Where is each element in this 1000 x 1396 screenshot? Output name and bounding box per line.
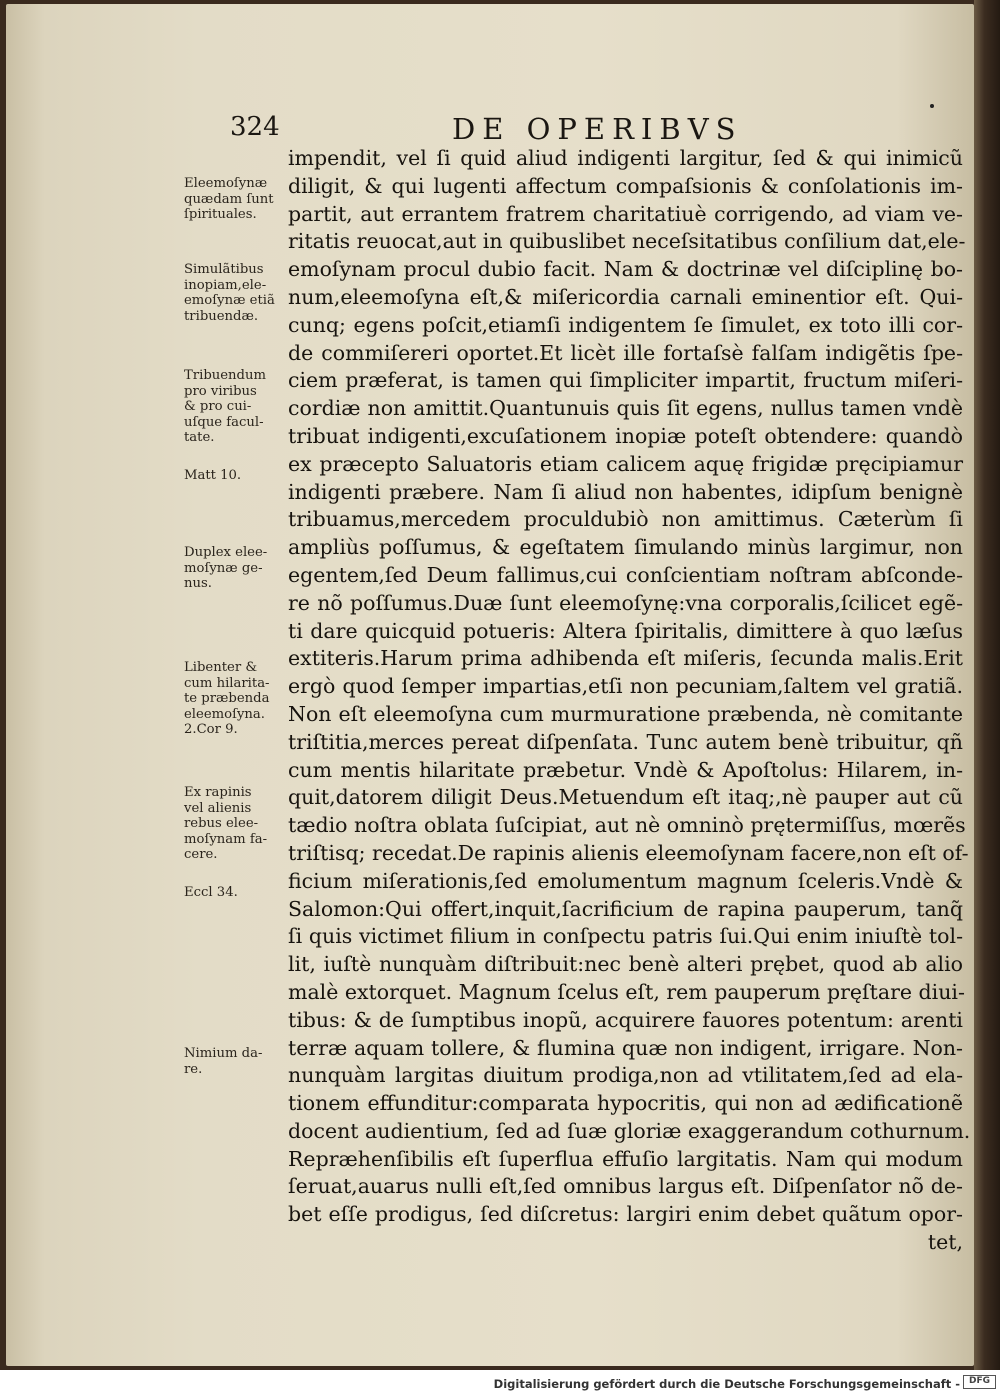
text-line: bet eſſe prodigus, ſed diſcretus: largiri enim debet quãtum opor- xyxy=(288,1202,963,1227)
text-line: ſi quis victimet filium in conſpectu patris ſui.Qui enim iniuſtè tol- xyxy=(288,924,963,949)
marginal-note-line: te præbenda xyxy=(184,691,270,706)
marginal-note-line: Eleemoſynæ xyxy=(184,176,268,191)
text-line: ritatis reuocat,aut in quibuslibet neceſsitatibus conſilium dat,ele- xyxy=(288,229,966,254)
text-line: Non eſt eleemoſyna cum murmuratione præbenda, nè comitante xyxy=(288,701,963,726)
text-line: malè extorquet. Magnum ſcelus eſt, rem pauperum pręſtare diui- xyxy=(288,979,965,1004)
marginal-note-line: vel alienis xyxy=(184,800,252,816)
footer-credit: Digitalisierung gefördert durch die Deutsche Forschungsgemeinschaft - xyxy=(493,1377,960,1391)
text-line: num,eleemoſyna eſt,& miſericordia carnali eminentior eſt. Qui- xyxy=(288,284,963,309)
text-line: egentem,ſed Deum fallimus,cui conſcientiam noſtram abſconde- xyxy=(288,562,963,587)
text-line: Repræhenſibilis eſt ſuperflua effuſio largitatis. Nam qui modum xyxy=(288,1146,963,1171)
marginal-note-line: Libenter & xyxy=(184,660,258,675)
marginal-note-line: Nimium da- xyxy=(184,1046,263,1061)
text-line: terræ aquam tollere, & flumina quæ non indigent, irrigare. Non- xyxy=(288,1035,963,1060)
marginal-note xyxy=(184,885,292,901)
marginal-note xyxy=(184,1046,292,1077)
text-line: Salomon:Qui offert,inquit,ſacrificium de rapina pauperum, tanq̃ xyxy=(288,896,963,921)
text-line: re nõ poſſumus.Duæ ſunt eleemoſynę:vna corporalis,ſcilicet egẽ- xyxy=(288,590,963,615)
marginal-note-line: cum hilarita- xyxy=(184,675,270,691)
marginal-note-line: Duplex elee- xyxy=(184,545,268,560)
text-line: partit, aut errantem fratrem charitatiuè corrigendo, ad viam ve- xyxy=(288,201,963,226)
page-number: 324 xyxy=(230,112,280,142)
footer-bar xyxy=(0,1370,1000,1396)
marginal-note-line: Ex rapinis xyxy=(184,785,252,800)
text-line: tribuat indigenti,excuſationem inopiæ poteſt obtendere: quandò xyxy=(288,423,963,448)
text-line: nunquàm largitas diuitum prodiga,non ad vtilitatem,ſed ad ela- xyxy=(288,1063,963,1088)
text-line: emoſynam procul dubio facit. Nam & doctrinæ vel diſciplinę bo- xyxy=(288,257,963,282)
marginal-note-line: Matt 10. xyxy=(184,468,242,483)
marginal-note-line: Tribuendum xyxy=(184,368,266,383)
text-line: tribuamus,mercedem proculdubiò non amittimus. Cæterùm ſi xyxy=(288,507,963,532)
text-line: ciem præferat, is tamen qui ſimpliciter impartit, fructum miſeri- xyxy=(288,368,963,393)
marginal-note-line: moſynæ ge- xyxy=(184,560,263,576)
text-line: ergò quod ſemper impartias,etſi non pecuniam,ſaltem vel gratiã. xyxy=(288,674,963,699)
text-line: tet, xyxy=(927,1230,963,1255)
text-line: triſtitia,merces pereat diſpenſata. Tunc autem benè tribuitur, qñ xyxy=(288,729,963,754)
marginal-note-line: cere. xyxy=(184,847,218,862)
text-line: impendit, vel ſi quid aliud indigenti largitur, ſed & qui inimicũ xyxy=(288,146,963,170)
marginal-note xyxy=(184,368,292,446)
main-text-block xyxy=(288,145,971,1257)
marginal-note xyxy=(184,176,292,223)
text-line: ficium miſerationis,ſed emolumentum magnum ſceleris.Vndè & xyxy=(288,868,963,893)
text-line: cordiæ non amittit.Quantunuis quis ſit egens, nullus tamen vndè xyxy=(288,396,963,421)
marginal-note-line: tribuendæ. xyxy=(184,308,259,324)
running-title: DE OPERIBVS xyxy=(452,112,743,146)
text-line: ti dare quicquid potueris: Altera ſpiritalis, dimittere à quo læſus xyxy=(288,618,963,643)
text-line: tionem effunditur:comparata hypocritis, qui non ad ædificationẽ xyxy=(288,1091,963,1116)
text-line: de commiſereri oportet.Et licèt ille fortaſsè falſam indigẽtis ſpe- xyxy=(288,340,963,365)
marginal-note xyxy=(184,545,292,592)
text-line: ſeruat,auarus nulli eſt,ſed omnibus largus eſt. Diſpenſator nõ de- xyxy=(288,1174,963,1199)
text-line: lit, iuſtè nunquàm diſtribuit:nec benè alteri prębet, quod ab alio xyxy=(288,952,963,977)
marginal-note-line: quædam ſunt xyxy=(184,191,274,207)
marginal-note-line: uſque facul- xyxy=(184,414,264,430)
marginal-note xyxy=(184,660,292,738)
marginal-note-line: eleemoſyna. xyxy=(184,706,265,722)
marginal-note-line: emoſynæ etiã xyxy=(184,293,275,308)
marginal-note xyxy=(184,785,292,863)
text-line: cunq; egens poſcit,etiamſi indigentem ſe ſimulet, ex toto illi cor- xyxy=(288,312,963,337)
marginal-note xyxy=(184,262,292,324)
ink-spot xyxy=(930,104,934,108)
text-line: tædio noſtra oblata ſuſcipiat, aut nè omninò prętermiſſus, mœrẽs xyxy=(288,813,966,838)
marginal-note-line: rebus elee- xyxy=(184,816,259,831)
text-line: ampliùs poſſumus, & egeſtatem ſimulando minùs largimur, non xyxy=(288,535,963,560)
text-line: quit,datorem diligit Deus.Metuendum eſt itaq;,nè pauper aut cũ xyxy=(288,785,963,810)
text-line: tibus: & de ſumptibus inopũ, acquirere fauores potentum: arenti xyxy=(288,1007,963,1032)
marginal-note-line: inopiam,ele- xyxy=(184,277,267,293)
marginal-note-line: pro viribus xyxy=(184,383,257,399)
marginal-note-line: nus. xyxy=(184,576,212,591)
text-line: docent audientium, ſed ad ſuæ gloriæ exaggerandum cothurnum. xyxy=(288,1118,971,1143)
page-edge xyxy=(974,0,1000,1370)
text-line: cum mentis hilaritate præbetur. Vndè & Apoſtolus: Hilarem, in- xyxy=(288,757,963,782)
marginal-note-line: & pro cui- xyxy=(184,399,252,414)
marginal-note-line: Eccl 34. xyxy=(184,885,238,900)
text-line: extiteris.Harum prima adhibenda eſt miſeris, ſecunda malis.Erit xyxy=(288,646,963,671)
text-line: ex præcepto Saluatoris etiam calicem aquę frigidæ pręcipiamur xyxy=(288,451,963,476)
marginal-note-line: Simulãtibus xyxy=(184,262,264,277)
marginal-note-line: 2.Cor 9. xyxy=(184,722,238,737)
dfg-logo: DFG xyxy=(963,1375,996,1389)
text-line: diligit, & qui lugenti affectum compaſsionis & conſolationis im- xyxy=(288,173,963,198)
marginal-note-line: re. xyxy=(184,1061,203,1077)
text-line: indigenti præbere. Nam ſi aliud non habentes, idipſum benignè xyxy=(288,479,963,504)
marginal-note-line: ſpirituales. xyxy=(184,207,257,222)
text-line: triſtisq; recedat.De rapinis alienis eleemoſynam facere,non eſt of- xyxy=(288,840,969,865)
marginal-note-line: tate. xyxy=(184,430,215,445)
marginal-note-line: moſynam fa- xyxy=(184,831,268,847)
marginal-note xyxy=(184,468,292,484)
